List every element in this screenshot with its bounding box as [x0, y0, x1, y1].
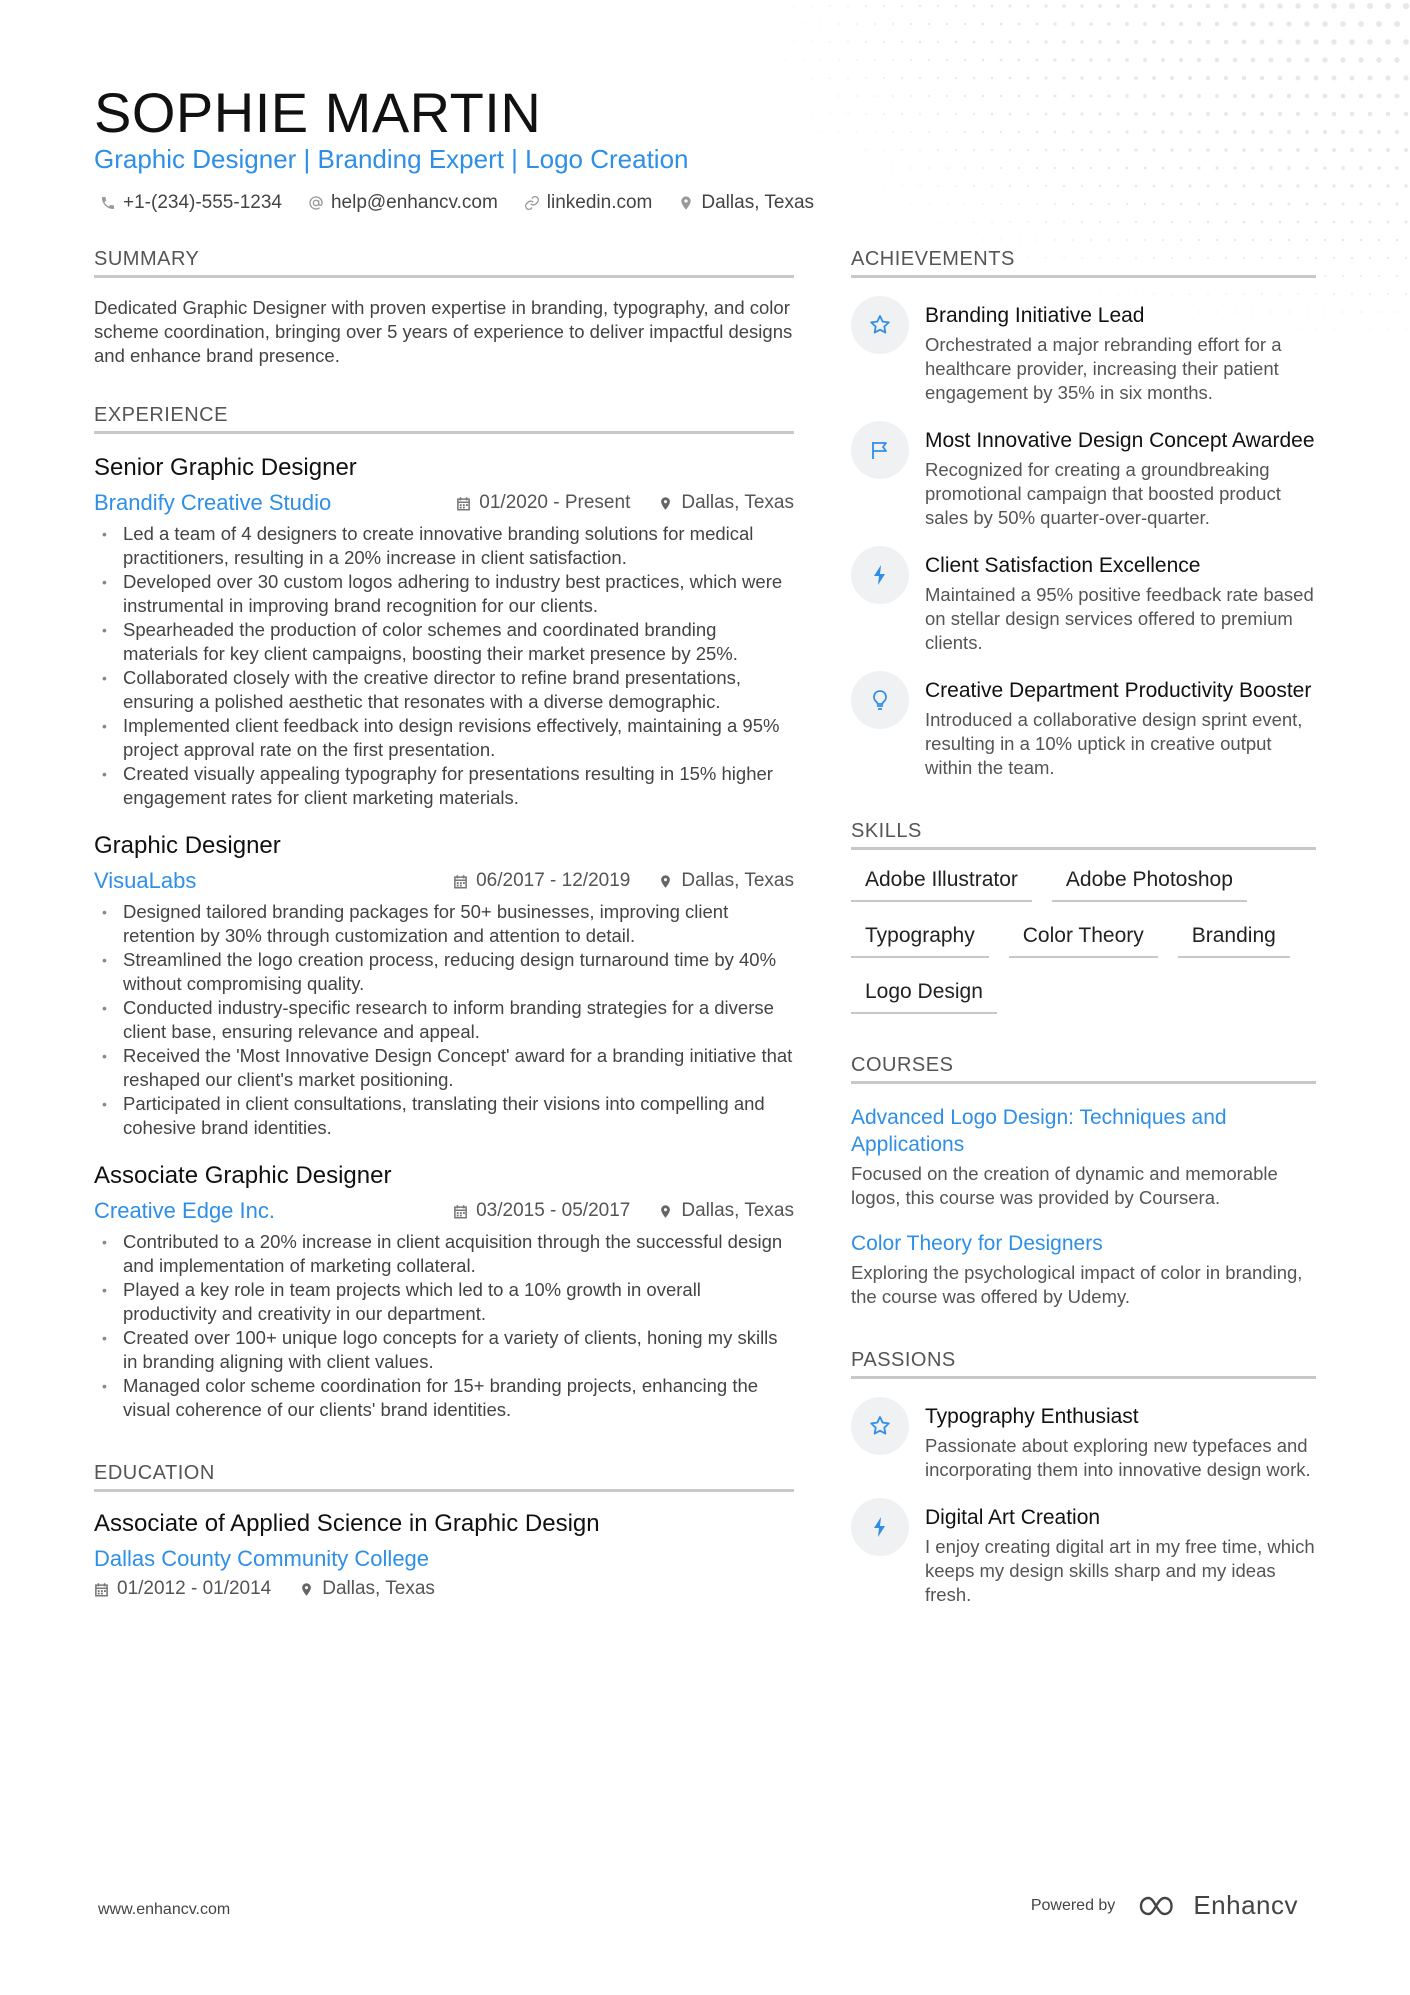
at-icon	[308, 195, 324, 211]
education-dates	[94, 1578, 271, 1600]
job-bullet: • Implemented client feedback into design revisions effectively, maintaining a 95% project approval rate on the first presentation.	[94, 714, 794, 762]
location-icon	[658, 496, 673, 511]
brand-logo[interactable]	[1137, 1890, 1298, 1921]
passion-item	[851, 1403, 1316, 1482]
experience-entry	[94, 454, 794, 810]
passion-icon-badge	[851, 1397, 909, 1455]
achievements-heading: ACHIEVEMENTS	[851, 248, 1316, 278]
education-meta	[94, 1578, 794, 1600]
skill-tag: Color Theory	[1009, 924, 1158, 958]
summary-text: Dedicated Graphic Designer with proven expertise in branding, typography, and color scheme coordination, bringing over 5 years of experience to deliver impactful designs and enhance brand presence.	[94, 297, 793, 366]
experience-entry	[94, 832, 794, 1140]
education-location	[299, 1578, 435, 1600]
achievement-title: Client Satisfaction Excellence	[925, 554, 1201, 577]
experience-heading: EXPERIENCE	[94, 404, 794, 434]
phone-icon	[100, 195, 116, 211]
passion-title: Digital Art Creation	[925, 1506, 1101, 1529]
contact-phone[interactable]	[100, 192, 282, 214]
footer-branding	[1031, 1890, 1298, 1921]
bolt-icon	[868, 563, 892, 587]
job-bullet: • Played a key role in team projects which led to a 10% growth in overall productivity and creativity in our department.	[94, 1278, 794, 1326]
achievement-item	[851, 677, 1316, 780]
location-icon	[678, 195, 694, 211]
achievement-icon-badge	[851, 296, 909, 354]
course-desc: Focused on the creation of dynamic and memorable logos, this course was provided by Coursera.	[851, 1163, 1278, 1208]
job-bullets	[94, 522, 794, 810]
job-location	[658, 1200, 794, 1222]
calendar-icon	[453, 1204, 468, 1219]
skills-heading: SKILLS	[851, 820, 1316, 850]
link-icon	[524, 195, 540, 211]
job-meta	[94, 868, 794, 894]
achievement-body	[925, 677, 1316, 780]
course-desc: Exploring the psychological impact of color in branding, the course was offered by Udemy.	[851, 1262, 1303, 1307]
job-title: Associate Graphic Designer	[94, 1162, 392, 1189]
footer-website[interactable]: www.enhancv.com	[98, 1901, 231, 1918]
achievement-body	[925, 427, 1316, 530]
education-dates-text: 01/2012 - 01/2014	[117, 1578, 272, 1599]
bolt-icon	[868, 1515, 892, 1539]
achievement-title: Creative Department Productivity Booster	[925, 679, 1312, 702]
skill-tag: Typography	[851, 924, 989, 958]
star-icon	[868, 1414, 892, 1438]
contact-location	[678, 192, 814, 214]
achievement-desc: Maintained a 95% positive feedback rate based on stellar design services offered to premium clients.	[925, 584, 1314, 653]
contact-email-text: help@enhancv.com	[330, 192, 498, 213]
left-column	[94, 248, 794, 1600]
job-bullets	[94, 1230, 794, 1422]
job-bullet: • Created visually appealing typography for presentations resulting in 15% higher engagement rates for client marketing materials.	[94, 762, 794, 810]
job-bullet: • Collaborated closely with the creative director to refine brand presentations, ensuring a polished aesthetic that resonates with a diverse demographic.	[94, 666, 794, 714]
courses-heading: COURSES	[851, 1054, 1316, 1084]
achievement-desc: Recognized for creating a groundbreaking promotional campaign that boosted product sales by 50% quarter-over-quarter.	[925, 459, 1281, 528]
achievement-desc: Introduced a collaborative design sprint event, resulting in a 10% uptick in creative output within the team.	[925, 709, 1303, 778]
job-bullet: • Conducted industry-specific research to inform branding strategies for a diverse client base, ensuring relevance and appeal.	[94, 996, 794, 1044]
job-title: Graphic Designer	[94, 832, 281, 859]
job-dates	[456, 492, 630, 514]
job-dates	[453, 1200, 630, 1222]
course-item	[851, 1104, 1316, 1210]
passion-desc: I enjoy creating digital art in my free time, which keeps my design skills sharp and my ideas fresh.	[925, 1536, 1315, 1605]
skill-tag: Branding	[1178, 924, 1290, 958]
job-dates-text: 01/2020 - Present	[479, 492, 631, 513]
job-bullet: • Contributed to a 20% increase in client acquisition through the successful design and implementation of marketing collateral.	[94, 1230, 794, 1278]
flag-icon	[868, 438, 892, 462]
skill-tag: Logo Design	[851, 980, 997, 1014]
education-location-text: Dallas, Texas	[322, 1578, 435, 1599]
company-name[interactable]: Creative Edge Inc.	[94, 1198, 275, 1223]
experience-entry	[94, 1162, 794, 1422]
education-school[interactable]: Dallas County Community College	[94, 1546, 430, 1571]
education-degree: Associate of Applied Science in Graphic Design	[94, 1510, 600, 1537]
job-bullet: • Spearheaded the production of color schemes and coordinated branding materials for key client campaigns, boosting their market presence by 25%.	[94, 618, 794, 666]
skill-tag: Adobe Illustrator	[851, 868, 1032, 902]
education-heading: EDUCATION	[94, 1462, 794, 1492]
job-location-text: Dallas, Texas	[681, 1200, 794, 1221]
calendar-icon	[94, 1582, 109, 1597]
job-bullet: • Designed tailored branding packages for 50+ businesses, improving client retention by 30% through customization and attention to detail.	[94, 900, 794, 948]
job-location	[658, 870, 794, 892]
achievement-desc: Orchestrated a major rebranding effort for a healthcare provider, increasing their patient engagement by 35% in six months.	[925, 334, 1282, 403]
contact-phone-text: +1-(234)-555-1234	[123, 192, 282, 213]
job-dates-text: 03/2015 - 05/2017	[476, 1200, 631, 1221]
powered-by-label: Powered by	[1030, 1896, 1116, 1914]
achievement-icon-badge	[851, 421, 909, 479]
achievement-item	[851, 302, 1316, 405]
job-location-text: Dallas, Texas	[681, 492, 794, 513]
location-icon	[299, 1582, 314, 1597]
candidate-name: SOPHIE MARTIN	[94, 81, 542, 144]
enhancv-logo-icon	[1137, 1893, 1183, 1919]
skills-list	[851, 868, 1316, 1014]
passion-item	[851, 1504, 1316, 1607]
contact-linkedin[interactable]	[524, 192, 653, 214]
achievement-title: Branding Initiative Lead	[925, 304, 1145, 327]
job-title: Senior Graphic Designer	[94, 454, 357, 481]
passion-icon-badge	[851, 1498, 909, 1556]
candidate-headline: Graphic Designer | Branding Expert | Logo Creation	[94, 144, 689, 174]
summary-heading: SUMMARY	[94, 248, 794, 278]
job-dates-text: 06/2017 - 12/2019	[476, 870, 631, 891]
job-bullet: • Streamlined the logo creation process, reducing design turnaround time by 40% without compromising quality.	[94, 948, 794, 996]
job-bullet: • Created over 100+ unique logo concepts for a variety of clients, honing my skills in branding aligning with client values.	[94, 1326, 794, 1374]
passion-body	[925, 1504, 1316, 1607]
achievement-item	[851, 427, 1316, 530]
passion-desc: Passionate about exploring new typefaces and incorporating them into innovative design work.	[925, 1435, 1311, 1480]
calendar-icon	[456, 496, 471, 511]
achievement-icon-badge	[851, 671, 909, 729]
contact-location-text: Dallas, Texas	[701, 192, 815, 213]
job-meta	[94, 1198, 794, 1224]
job-bullet: • Managed color scheme coordination for 15+ branding projects, enhancing the visual coherence of our clients' brand identities.	[94, 1374, 794, 1422]
passions-heading: PASSIONS	[851, 1349, 1316, 1379]
achievement-item	[851, 552, 1316, 655]
passion-body	[925, 1403, 1316, 1482]
job-meta	[94, 490, 794, 516]
contact-linkedin-text: linkedin.com	[546, 192, 653, 213]
job-bullets	[94, 900, 794, 1140]
location-icon	[658, 1204, 673, 1219]
course-item	[851, 1230, 1316, 1309]
achievement-icon-badge	[851, 546, 909, 604]
contact-email[interactable]	[308, 192, 498, 214]
right-column	[851, 248, 1316, 1629]
job-dates	[453, 870, 630, 892]
skill-tag: Adobe Photoshop	[1052, 868, 1247, 902]
job-bullet: • Led a team of 4 designers to create innovative branding solutions for medical practitioners, resulting in a 20% increase in client satisfaction.	[94, 522, 794, 570]
course-title[interactable]: Color Theory for Designers	[851, 1232, 1103, 1255]
job-bullet: • Developed over 30 custom logos adhering to industry best practices, which were instrumental in improving brand recognition for our clients.	[94, 570, 794, 618]
company-name[interactable]: Brandify Creative Studio	[94, 490, 332, 515]
achievement-body	[925, 302, 1316, 405]
contact-bar	[100, 192, 814, 214]
job-bullet: • Received the 'Most Innovative Design Concept' award for a branding initiative that reshaped our client's market positioning.	[94, 1044, 794, 1092]
job-location	[658, 492, 794, 514]
calendar-icon	[453, 874, 468, 889]
brand-name: Enhancv	[1193, 1890, 1298, 1920]
job-bullet: • Participated in client consultations, translating their visions into compelling and cohesive brand identities.	[94, 1092, 794, 1140]
passion-title: Typography Enthusiast	[925, 1405, 1139, 1428]
achievement-body	[925, 552, 1316, 655]
lightbulb-icon	[868, 688, 892, 712]
star-icon	[868, 313, 892, 337]
achievement-title: Most Innovative Design Concept Awardee	[925, 429, 1315, 452]
location-icon	[658, 874, 673, 889]
course-title[interactable]: Advanced Logo Design: Techniques and Applications	[851, 1106, 1227, 1156]
job-location-text: Dallas, Texas	[681, 870, 794, 891]
company-name[interactable]: VisuaLabs	[94, 868, 197, 893]
